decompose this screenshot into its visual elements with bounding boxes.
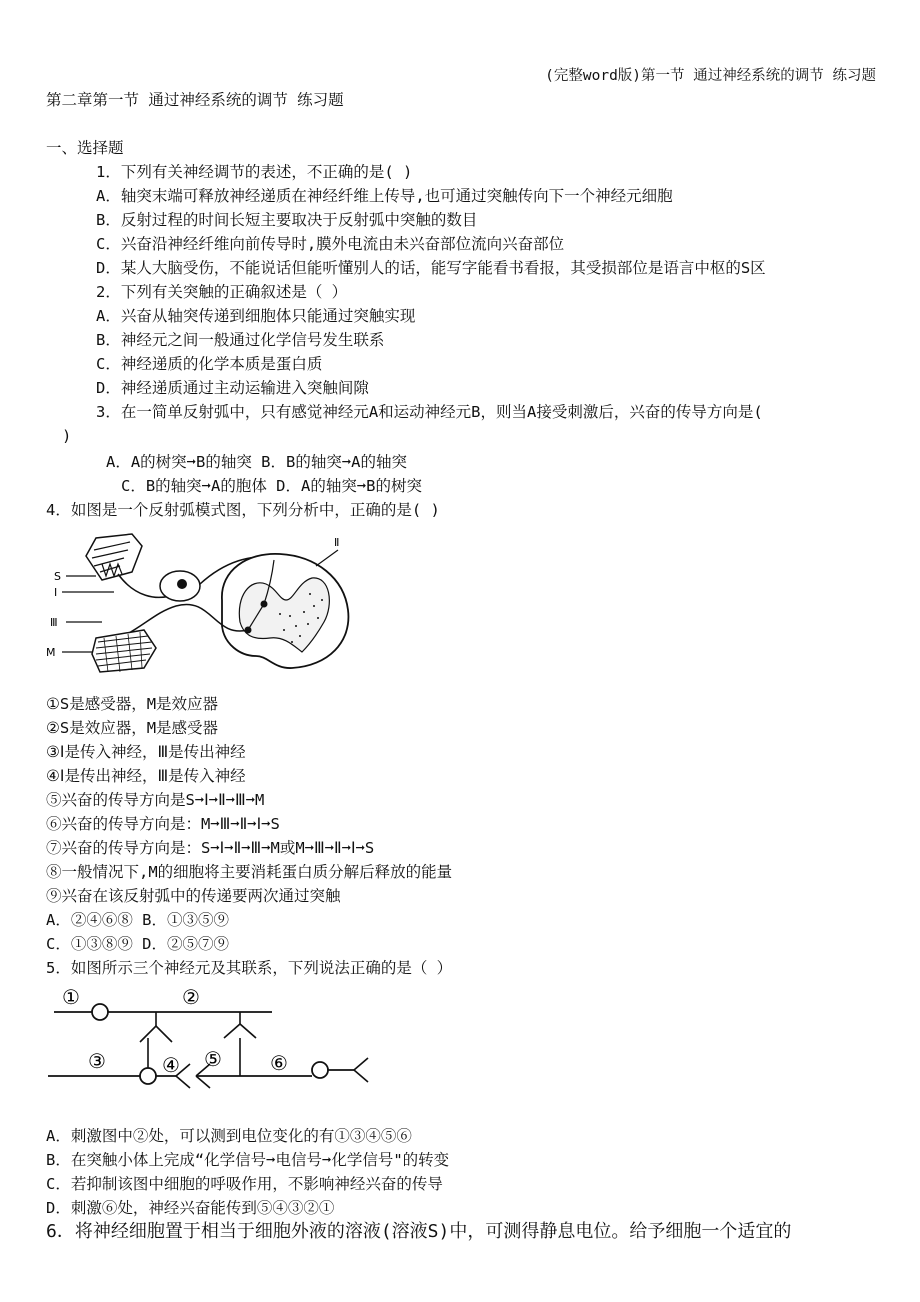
q4-options-ab: A．②④⑥⑧ B．①③⑤⑨ [46, 911, 229, 929]
q4-statement-5: ⑤兴奋的传导方向是S➞Ⅰ➞Ⅱ➞Ⅲ➞M [46, 791, 265, 809]
page-header: (完整word版)第一节 通过神经系统的调节 练习题 [545, 68, 876, 84]
q1-stem: 1．下列有关神经调节的表述，不正确的是( ) [96, 163, 413, 181]
q3-options-cd: C．B的轴突➞A的胞体 D．A的轴突➞B的树突 [121, 477, 422, 495]
label-2: ② [182, 985, 200, 1009]
label-5: ⑤ [204, 1047, 222, 1071]
q2-option-a: A．兴奋从轴突传递到细胞体只能通过突触实现 [96, 307, 416, 325]
q4-statement-9: ⑨兴奋在该反射弧中的传递要两次通过突触 [46, 887, 341, 905]
label-iii: Ⅲ [50, 616, 58, 629]
q3-stem-continued: ) [62, 427, 72, 445]
section-heading: 一、选择题 [46, 139, 124, 157]
q5-option-b: B．在突触小体上完成“化学信号➞电信号➞化学信号"的转变 [46, 1151, 450, 1169]
q2-option-d: D．神经递质通过主动运输进入突触间隙 [96, 379, 369, 397]
q4-statement-8: ⑧一般情况下,M的细胞将主要消耗蛋白质分解后释放的能量 [46, 863, 453, 881]
q4-statement-7: ⑦兴奋的传导方向是：S➞Ⅰ➞Ⅱ➞Ⅲ➞M或M➞Ⅲ➞Ⅱ➞Ⅰ➞S [46, 839, 375, 857]
q5-option-d: D．刺激⑥处，神经兴奋能传到⑤④③②① [46, 1199, 335, 1217]
document-title: 第二章第一节 通过神经系统的调节 练习题 [46, 91, 344, 109]
q4-stem: 4．如图是一个反射弧模式图，下列分析中，正确的是( ) [46, 501, 440, 519]
q2-option-c: C．神经递质的化学本质是蛋白质 [96, 355, 323, 373]
label-6: ⑥ [270, 1051, 288, 1075]
q5-option-a: A．刺激图中②处，可以测到电位变化的有①③④⑤⑥ [46, 1127, 412, 1145]
q4-statement-2: ②S是效应器，M是感受器 [46, 719, 219, 737]
q2-stem: 2．下列有关突触的正确叙述是（ ） [96, 283, 348, 301]
q4-statement-6: ⑥兴奋的传导方向是：M➞Ⅲ➞Ⅱ➞Ⅰ➞S [46, 815, 280, 833]
label-ii: Ⅱ [334, 536, 340, 549]
q1-option-d: D．某人大脑受伤，不能说话但能听懂别人的话，能写字能看书看报，其受损部位是语言中枢的S区 [96, 259, 766, 277]
three-neurons-figure [44, 984, 384, 1096]
q4-options-cd: C．①③⑧⑨ D．②⑤⑦⑨ [46, 935, 229, 953]
q4-statement-1: ①S是感受器，M是效应器 [46, 695, 219, 713]
q3-stem: 3．在一简单反射弧中，只有感觉神经元A和运动神经元B，则当A接受刺激后，兴奋的传导方向是( [96, 403, 763, 421]
label-3: ③ [88, 1049, 106, 1073]
label-s: S [54, 570, 61, 583]
q2-option-b: B．神经元之间一般通过化学信号发生联系 [96, 331, 385, 349]
q1-option-b: B．反射过程的时间长短主要取决于反射弧中突触的数目 [96, 211, 478, 229]
q4-statement-3: ③Ⅰ是传入神经，Ⅲ是传出神经 [46, 743, 246, 761]
label-1: ① [62, 985, 80, 1009]
reflex-arc-figure [44, 526, 364, 676]
q1-option-a: A．轴突末端可释放神经递质在神经纤维上传导,也可通过突触传向下一个神经元细胞 [96, 187, 673, 205]
q1-option-c: C．兴奋沿神经纤维向前传导时,膜外电流由未兴奋部位流向兴奋部位 [96, 235, 565, 253]
label-i: Ⅰ [54, 586, 58, 599]
label-m: M [46, 646, 56, 659]
q5-option-c: C．若抑制该图中细胞的呼吸作用，不影响神经兴奋的传导 [46, 1175, 443, 1193]
q4-statement-4: ④Ⅰ是传出神经，Ⅲ是传入神经 [46, 767, 246, 785]
q3-options-ab: A．A的树突➞B的轴突 B．B的轴突➞A的轴突 [106, 453, 407, 471]
q5-stem: 5．如图所示三个神经元及其联系，下列说法正确的是（ ） [46, 959, 453, 977]
q6-stem: 6．将神经细胞置于相当于细胞外液的溶液(溶液S)中，可测得静息电位。给予细胞一个适宜的 [46, 1221, 792, 1242]
label-4: ④ [162, 1053, 180, 1077]
